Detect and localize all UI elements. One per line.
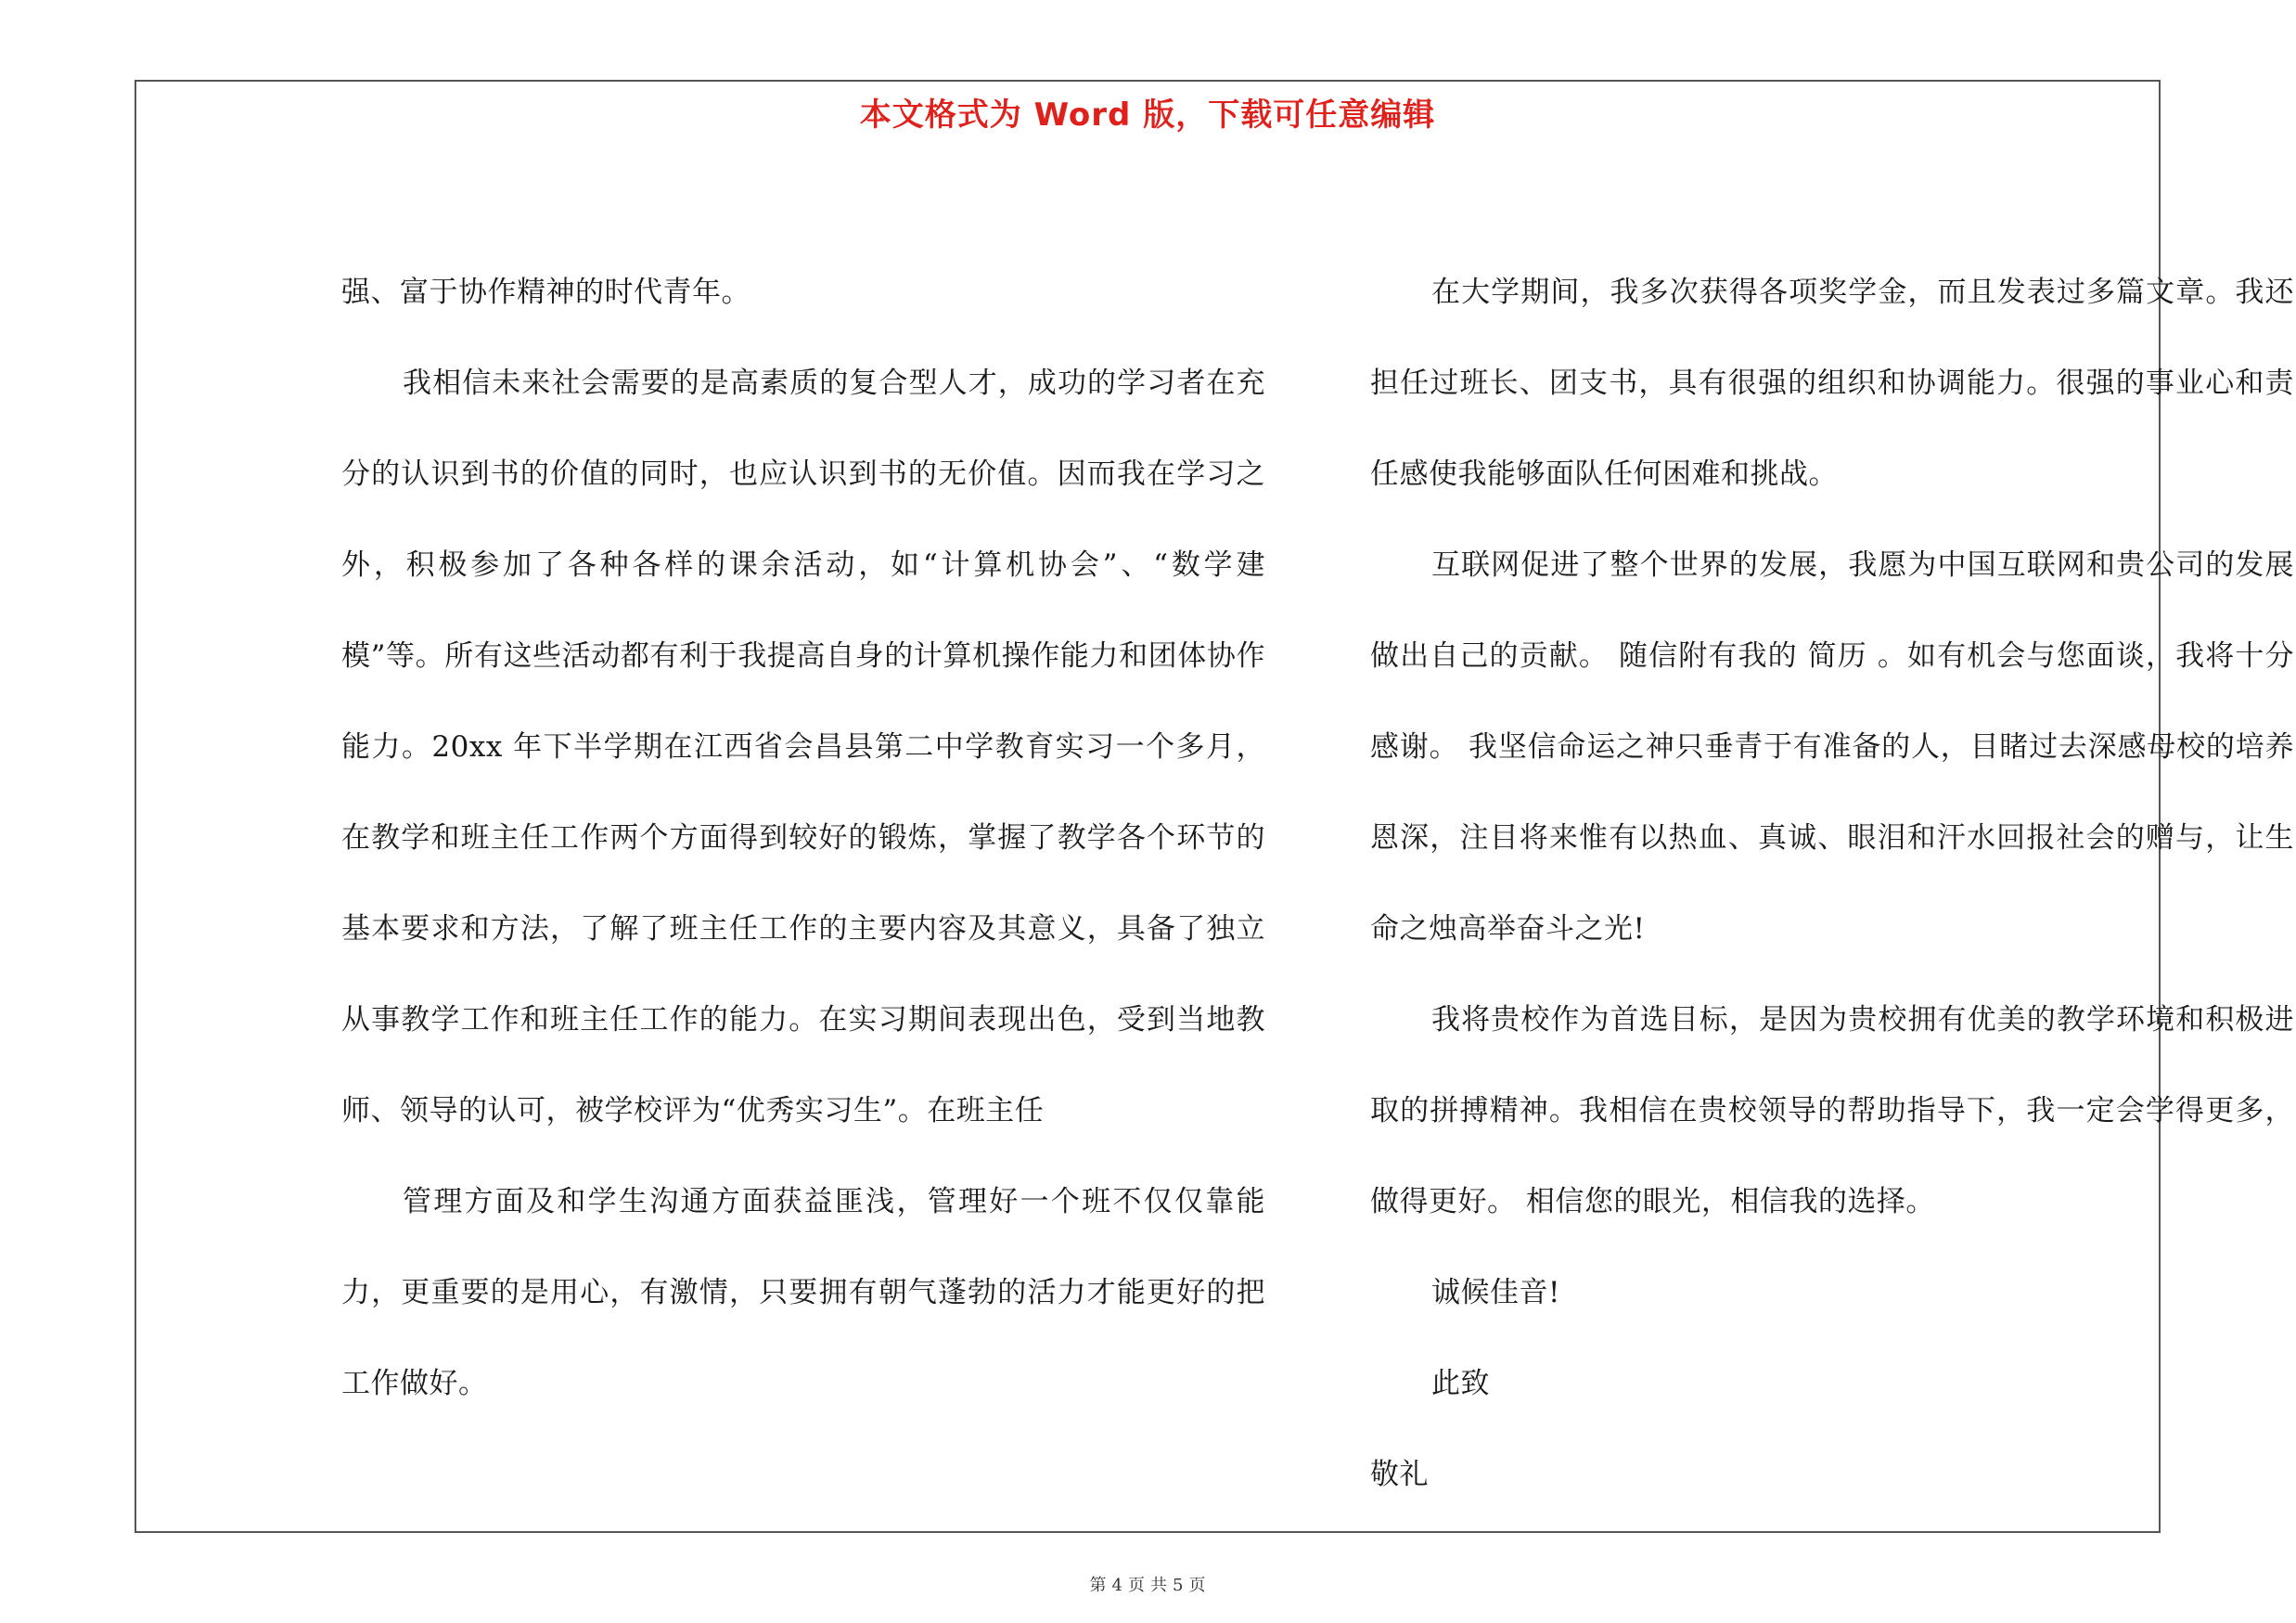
page-footer	[136, 1572, 2159, 1596]
regards-line: 敬礼	[1370, 1458, 1429, 1491]
closing-line: 诚候佳音!	[1431, 1276, 1560, 1309]
word-format-banner	[136, 95, 2159, 135]
footer-prefix: 第	[1089, 1576, 1107, 1595]
footer-suffix: 页	[1188, 1576, 1206, 1595]
left-column	[341, 247, 1265, 1429]
right-paragraph-1: 在大学期间，我多次获得各项奖学金，而且发表过多篇文章。我还担任过班长、团支书，具有很强的组织和协调能力。很强的事业心和责任感使我能够面队任何困难和挑战。	[1370, 276, 2294, 491]
left-paragraph-3: 管理方面及和学生沟通方面获益匪浅，管理好一个班不仅仅靠能力，更重要的是用心，有激情，只要拥有朝气蓬勃的活力才能更好的把工作做好。	[341, 1185, 1265, 1400]
left-paragraph-2: 我相信未来社会需要的是高素质的复合型人才，成功的学习者在充分的认识到书的价值的同时，也应认识到书的无价值。因而我在学习之外，积极参加了各种各样的课余活动，如“计算机协会”、“数学建模”等。所有这些活动都有利于我提高自身的计算机操作能力和团体协作能力。20xx 年下半学期在江西省会昌县第二中学教育实习一个多月，在教学和班主任工作两个方面得到较好的锻炼，掌握了教学各个环节的基本要求和方法，了解了班主任工作的主要内容及其意义，具备了独立从事教学工作和班主任工作的能力。在实习期间表现出色，受到当地教师、领导的认可，被学校评为“优秀实习生”。在班主任	[341, 367, 1265, 1127]
page-frame	[135, 80, 2294, 1595]
footer-current-page: 4	[1111, 1576, 1122, 1595]
right-column	[1370, 247, 2294, 1520]
footer-total-pages: 5	[1173, 1576, 1184, 1595]
left-paragraph-1: 强、富于协作精神的时代青年。	[341, 276, 750, 309]
banner-text: 本文格式为 Word 版，下载可任意编辑	[859, 97, 1436, 134]
right-paragraph-3: 我将贵校作为首选目标，是因为贵校拥有优美的教学环境和积极进取的拼搏精神。我相信在贵校领导的帮助指导下，我一定会学得更多，做得更好。 相信您的眼光，相信我的选择。	[1370, 1003, 2294, 1218]
salutation-line: 此致	[1431, 1367, 1490, 1400]
right-paragraph-2: 互联网促进了整个世界的发展，我愿为中国互联网和贵公司的发展做出自己的贡献。 随信附有我的 简历 。如有机会与您面谈，我将十分感谢。 我坚信命运之神只垂青于有准备的人，目睹过去深感母校的培养恩深，注目将来惟有以热血、真诚、眼泪和汗水回报社会的赠与，让生命之烛高举奋斗之光!	[1370, 548, 2294, 946]
footer-total-word: 共	[1150, 1576, 1167, 1595]
footer-page-word: 页	[1128, 1576, 1145, 1595]
